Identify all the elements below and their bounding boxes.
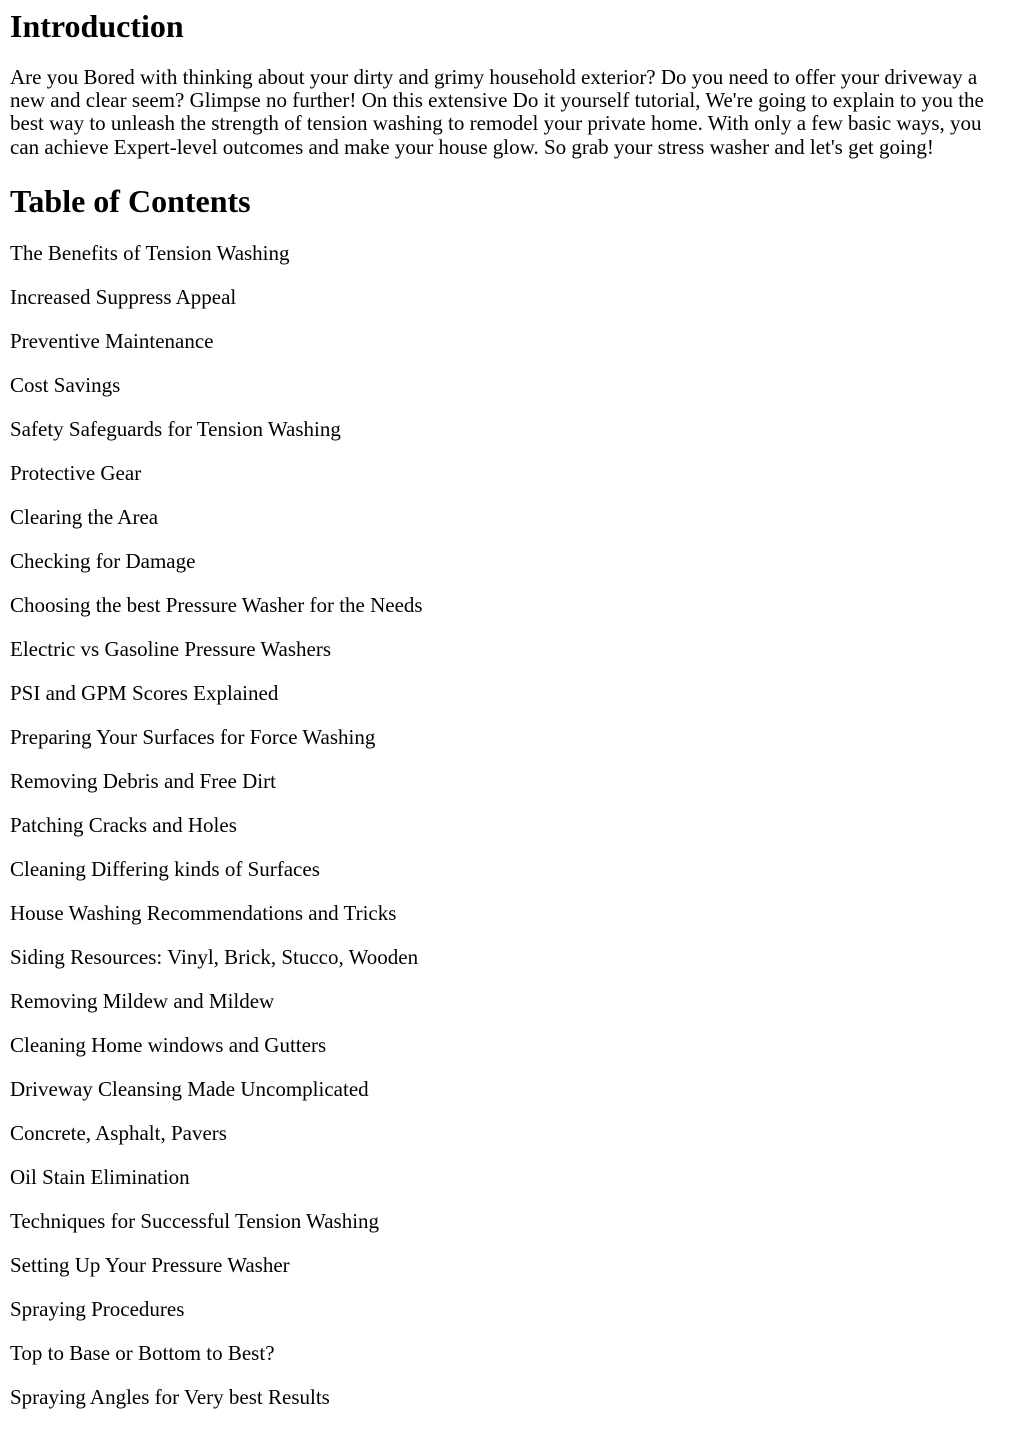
toc-item: Spraying Procedures bbox=[10, 1296, 185, 1321]
toc-item: Top to Base or Bottom to Best? bbox=[10, 1340, 275, 1365]
table-of-contents bbox=[10, 241, 1014, 1409]
toc-item: Checking for Damage bbox=[10, 548, 196, 573]
toc-item: PSI and GPM Scores Explained bbox=[10, 680, 279, 705]
toc-item: Cost Savings bbox=[10, 372, 121, 397]
toc-item: Preventive Maintenance bbox=[10, 328, 214, 353]
toc-item: Cleaning Differing kinds of Surfaces bbox=[10, 856, 320, 881]
toc-item: Increased Suppress Appeal bbox=[10, 284, 237, 309]
toc-item: Techniques for Successful Tension Washing bbox=[10, 1208, 380, 1233]
toc-item: Preparing Your Surfaces for Force Washing bbox=[10, 724, 376, 749]
toc-item: Spraying Angles for Very best Results bbox=[10, 1384, 330, 1409]
toc-item: Patching Cracks and Holes bbox=[10, 812, 237, 837]
toc-item: Siding Resources: Vinyl, Brick, Stucco, Wooden bbox=[10, 944, 419, 969]
toc-item: Clearing the Area bbox=[10, 504, 159, 529]
toc-item: Driveway Cleansing Made Uncomplicated bbox=[10, 1076, 369, 1101]
toc-item: Oil Stain Elimination bbox=[10, 1164, 190, 1189]
toc-item: Removing Debris and Free Dirt bbox=[10, 768, 276, 793]
toc-heading: Table of Contents bbox=[10, 182, 251, 219]
toc-item: Choosing the best Pressure Washer for the Needs bbox=[10, 592, 423, 617]
intro-paragraph: Are you Bored with thinking about your dirty and grimy household exterior? Do you need to offer your driveway a new and clear seem? Glimpse no further! On this extensive Do it yourself tutorial, We're going to explain to you the best way to unleash the strength of tension washing to remodel your private home. With only a few basic ways, you can achieve Expert-level outcomes and make your house glow. So grab your stress washer and let's get going! bbox=[10, 65, 984, 159]
toc-item: House Washing Recommendations and Tricks bbox=[10, 900, 397, 925]
toc-item: The Benefits of Tension Washing bbox=[10, 240, 290, 265]
toc-item: Protective Gear bbox=[10, 460, 142, 485]
toc-item: Removing Mildew and Mildew bbox=[10, 988, 275, 1013]
toc-item: Safety Safeguards for Tension Washing bbox=[10, 416, 341, 441]
toc-item: Concrete, Asphalt, Pavers bbox=[10, 1120, 227, 1145]
toc-item: Cleaning Home windows and Gutters bbox=[10, 1032, 327, 1057]
toc-item: Setting Up Your Pressure Washer bbox=[10, 1252, 290, 1277]
toc-item: Electric vs Gasoline Pressure Washers bbox=[10, 636, 331, 661]
intro-heading: Introduction bbox=[10, 8, 184, 44]
article-page bbox=[0, 8, 1024, 1409]
